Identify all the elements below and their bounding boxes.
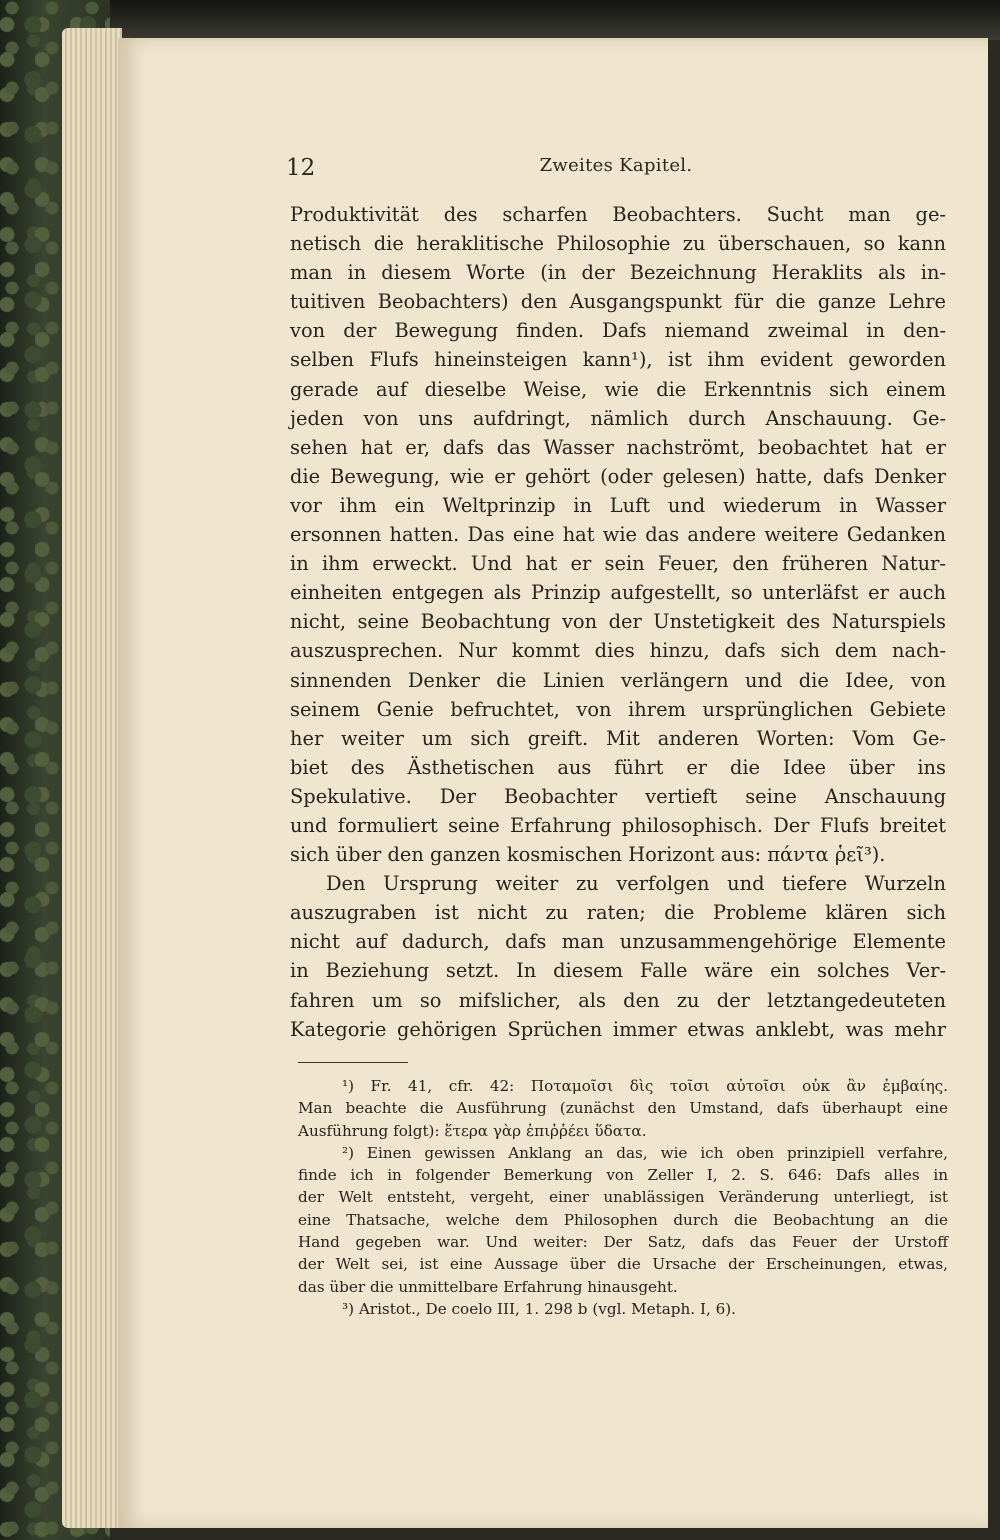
footnote-line: der Welt sei, ist eine Aussage über die Ursache der Erscheinungen, etwas, bbox=[298, 1255, 948, 1274]
footnote-line: Hand gegeben war. Und weiter: Der Satz, dafs das Feuer der Urstoff bbox=[298, 1233, 948, 1252]
text-line: jeden von uns aufdringt, nämlich durch Anschauung. Ge- bbox=[290, 406, 946, 430]
text-line: von der Bewegung finden. Dafs niemand zweimal in den- bbox=[290, 319, 946, 343]
footnote-line: ¹) Fr. 41, cfr. 42: Ποταμοῖσι δὶς τοῖσι αὐτοῖσι οὐκ ἂν ἐμβαίης. bbox=[342, 1077, 948, 1095]
running-title: Zweites Kapitel. bbox=[539, 155, 693, 176]
footnote-line: Ausführung folgt): ἕτερα γὰρ ἐπιῤῥέει ὕδατα. bbox=[298, 1121, 647, 1140]
page-edges bbox=[62, 28, 122, 1528]
page-number: 12 bbox=[286, 155, 316, 181]
text-line: Spekulative. Der Beobachter vertieft seine Anschauung bbox=[290, 784, 946, 808]
text-line: vor ihm ein Weltprinzip in Luft und wiederum in Wasser bbox=[290, 493, 946, 517]
body-text bbox=[290, 200, 946, 1044]
footnote-line: Man beachte die Ausführung (zunächst den Umstand, dafs überhaupt eine bbox=[298, 1099, 948, 1118]
footnote-line: ³) Aristot., De coelo III, 1. 298 b (vgl. Metaph. I, 6). bbox=[342, 1299, 737, 1318]
text-line: fahren um so mifslicher, als den zu der letztangedeuteten bbox=[290, 988, 946, 1012]
text-line: netisch die heraklitische Philosophie zu überschauen, so kann bbox=[290, 232, 946, 256]
footnote-line: ²) Einen gewissen Anklang an das, wie ich oben prinzipiell verfahre, bbox=[342, 1143, 948, 1162]
text-line: sinnenden Denker die Linien verlängern und die Idee, von bbox=[290, 668, 946, 692]
text-line: Kategorie gehörigen Sprüchen immer etwas anklebt, was mehr bbox=[290, 1017, 946, 1041]
text-line: seinem Genie befruchtet, von ihrem ursprünglichen Gebiete bbox=[290, 697, 946, 721]
text-line: die Bewegung, wie er gehört (oder gelesen) hatte, dafs Denker bbox=[290, 464, 946, 488]
text-line: biet des Ästhetischen aus führt er die Idee über ins bbox=[290, 755, 946, 779]
text-line: sehen hat er, dafs das Wasser nachströmt, beobachtet hat er bbox=[290, 435, 946, 459]
text-line: Produktivität des scharfen Beobachters. Sucht man ge- bbox=[290, 203, 946, 226]
text-line: nicht, seine Beobachtung von der Unstetigkeit des Naturspiels bbox=[290, 610, 946, 634]
footnote-divider bbox=[298, 1062, 408, 1063]
book-cover-top bbox=[0, 0, 1000, 40]
footnote-line: das über die unmittelbare Erfahrung hinausgeht. bbox=[298, 1277, 678, 1296]
text-line: man in diesem Worte (in der Bezeichnung Heraklits als in- bbox=[290, 261, 946, 285]
footnote-line: finde ich in folgender Bemerkung von Zeller I, 2. S. 646: Dafs alles in bbox=[298, 1166, 948, 1185]
text-line: und formuliert seine Erfahrung philosophisch. Der Flufs breitet bbox=[290, 813, 946, 837]
text-line: selben Flufs hineinsteigen kann¹), ist ihm evident geworden bbox=[290, 348, 946, 372]
page-header bbox=[286, 155, 946, 189]
text-line: sich über den ganzen kosmischen Horizont aus: πάντα ῥεῖ³). bbox=[290, 843, 886, 867]
text-line: auszusprechen. Nur kommt dies hinzu, dafs sich dem nach- bbox=[290, 639, 946, 663]
footnote-line: der Welt entsteht, vergeht, einer unablässigen Veränderung unterliegt, ist bbox=[298, 1188, 948, 1207]
footnote-line: eine Thatsache, welche dem Philosophen durch die Beobachtung an die bbox=[298, 1210, 948, 1229]
text-line: auszugraben ist nicht zu raten; die Probleme klären sich bbox=[290, 901, 946, 925]
text-line: nicht auf dadurch, dafs man unzusammengehörige Elemente bbox=[290, 930, 946, 954]
text-line: Den Ursprung weiter zu verfolgen und tiefere Wurzeln bbox=[326, 872, 946, 896]
text-line: in Beziehung setzt. In diesem Falle wäre ein solches Ver- bbox=[290, 959, 946, 983]
text-line: einheiten entgegen als Prinzip aufgestellt, so unterläfst er auch bbox=[290, 581, 946, 605]
text-line: tuitiven Beobachters) den Ausgangspunkt für die ganze Lehre bbox=[290, 290, 946, 314]
text-line: in ihm erweckt. Und hat er sein Feuer, den früheren Natur- bbox=[290, 552, 946, 576]
footnotes bbox=[298, 1075, 948, 1320]
text-line: ersonnen hatten. Das eine hat wie das andere weitere Gedanken bbox=[290, 523, 946, 547]
text-line: gerade auf dieselbe Weise, wie die Erkenntnis sich einem bbox=[290, 377, 946, 401]
text-line: her weiter um sich greift. Mit anderen Worten: Vom Ge- bbox=[290, 726, 946, 750]
